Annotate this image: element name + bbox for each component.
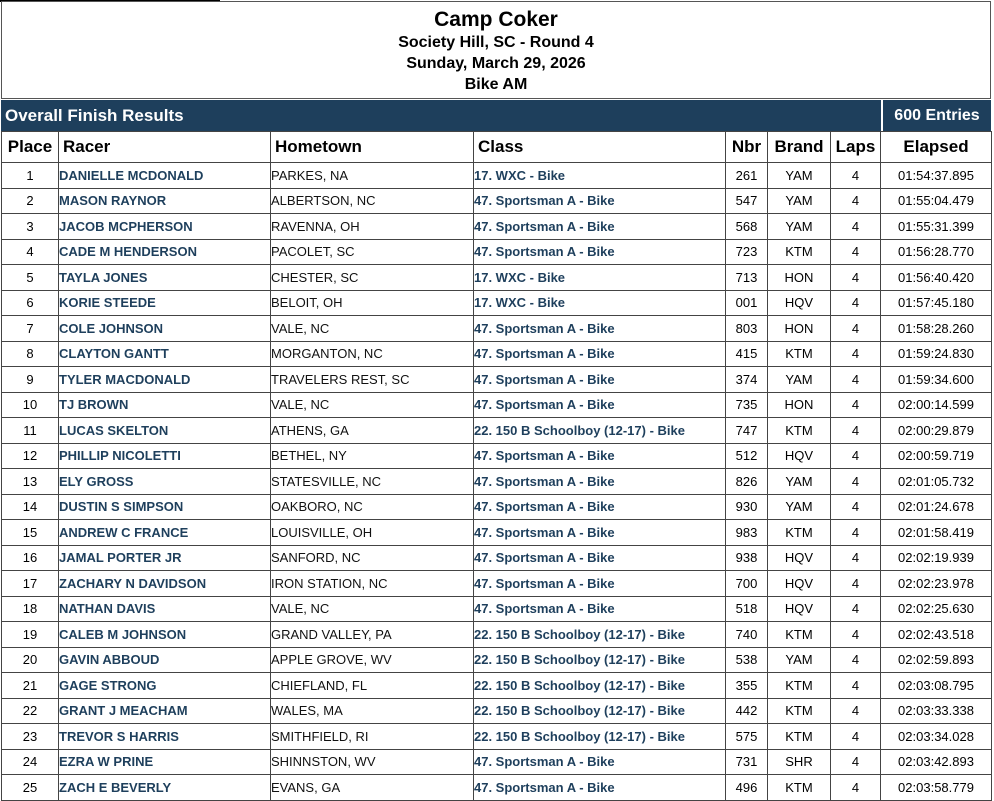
racer-link[interactable]: TAYLA JONES xyxy=(59,265,271,291)
brand-cell: KTM xyxy=(768,724,831,750)
brand-cell: SHR xyxy=(768,749,831,775)
class-link[interactable]: 47. Sportsman A - Bike xyxy=(474,494,726,520)
elapsed-cell: 02:00:14.599 xyxy=(881,392,992,418)
class-link[interactable]: 47. Sportsman A - Bike xyxy=(474,214,726,240)
number-cell: 261 xyxy=(726,163,768,189)
number-cell: 713 xyxy=(726,265,768,291)
laps-cell: 4 xyxy=(831,163,881,189)
table-row xyxy=(2,239,992,265)
table-row xyxy=(2,469,992,495)
racer-link[interactable]: PHILLIP NICOLETTI xyxy=(59,443,271,469)
number-cell: 930 xyxy=(726,494,768,520)
table-row xyxy=(2,571,992,597)
class-link[interactable]: 47. Sportsman A - Bike xyxy=(474,443,726,469)
elapsed-cell: 02:03:34.028 xyxy=(881,724,992,750)
table-row xyxy=(2,341,992,367)
number-cell: 938 xyxy=(726,545,768,571)
laps-cell: 4 xyxy=(831,469,881,495)
laps-cell: 4 xyxy=(831,698,881,724)
table-row xyxy=(2,520,992,546)
place-cell: 11 xyxy=(2,418,59,444)
brand-cell: HQV xyxy=(768,290,831,316)
table-row xyxy=(2,265,992,291)
class-link[interactable]: 17. WXC - Bike xyxy=(474,265,726,291)
header-row xyxy=(2,132,992,163)
elapsed-cell: 02:02:25.630 xyxy=(881,596,992,622)
laps-cell: 4 xyxy=(831,290,881,316)
class-link[interactable]: 22. 150 B Schoolboy (12-17) - Bike xyxy=(474,698,726,724)
laps-cell: 4 xyxy=(831,596,881,622)
event-date: Sunday, March 29, 2026 xyxy=(406,55,586,72)
class-link[interactable]: 47. Sportsman A - Bike xyxy=(474,775,726,801)
racer-link[interactable]: COLE JOHNSON xyxy=(59,316,271,342)
elapsed-cell: 02:00:29.879 xyxy=(881,418,992,444)
racer-link[interactable]: ANDREW C FRANCE xyxy=(59,520,271,546)
class-link[interactable]: 47. Sportsman A - Bike xyxy=(474,545,726,571)
brand-cell: KTM xyxy=(768,622,831,648)
place-cell: 19 xyxy=(2,622,59,648)
racer-link[interactable]: ELY GROSS xyxy=(59,469,271,495)
results-heading: Overall Finish Results xyxy=(5,106,184,125)
number-cell: 735 xyxy=(726,392,768,418)
laps-cell: 4 xyxy=(831,316,881,342)
laps-cell: 4 xyxy=(831,673,881,699)
racer-link[interactable]: LUCAS SKELTON xyxy=(59,418,271,444)
place-cell: 24 xyxy=(2,749,59,775)
place-cell: 21 xyxy=(2,673,59,699)
number-cell: 731 xyxy=(726,749,768,775)
class-link[interactable]: 47. Sportsman A - Bike xyxy=(474,239,726,265)
table-row xyxy=(2,596,992,622)
table-row xyxy=(2,290,992,316)
place-cell: 4 xyxy=(2,239,59,265)
brand-cell: HON xyxy=(768,265,831,291)
class-link[interactable]: 47. Sportsman A - Bike xyxy=(474,316,726,342)
class-link[interactable]: 47. Sportsman A - Bike xyxy=(474,367,726,393)
hometown-cell: RAVENNA, OH xyxy=(271,214,474,240)
hometown-cell: STATESVILLE, NC xyxy=(271,469,474,495)
table-row xyxy=(2,214,992,240)
col-header-hometown: Hometown xyxy=(271,132,474,163)
brand-cell: KTM xyxy=(768,698,831,724)
place-cell: 18 xyxy=(2,596,59,622)
col-header-laps: Laps xyxy=(831,132,881,163)
place-cell: 16 xyxy=(2,545,59,571)
elapsed-cell: 01:54:37.895 xyxy=(881,163,992,189)
place-cell: 23 xyxy=(2,724,59,750)
brand-cell: YAM xyxy=(768,494,831,520)
class-link[interactable]: 47. Sportsman A - Bike xyxy=(474,469,726,495)
racer-link[interactable]: TYLER MACDONALD xyxy=(59,367,271,393)
brand-cell: HON xyxy=(768,316,831,342)
place-cell: 7 xyxy=(2,316,59,342)
hometown-cell: VALE, NC xyxy=(271,596,474,622)
number-cell: 496 xyxy=(726,775,768,801)
number-cell: 547 xyxy=(726,188,768,214)
laps-cell: 4 xyxy=(831,418,881,444)
laps-cell: 4 xyxy=(831,341,881,367)
elapsed-cell: 02:02:59.893 xyxy=(881,647,992,673)
brand-cell: YAM xyxy=(768,163,831,189)
class-link[interactable]: 47. Sportsman A - Bike xyxy=(474,571,726,597)
table-row xyxy=(2,367,992,393)
place-cell: 1 xyxy=(2,163,59,189)
place-cell: 22 xyxy=(2,698,59,724)
racer-link[interactable]: JAMAL PORTER JR xyxy=(59,545,271,571)
class-link[interactable]: 22. 150 B Schoolboy (12-17) - Bike xyxy=(474,724,726,750)
elapsed-cell: 01:58:28.260 xyxy=(881,316,992,342)
place-cell: 8 xyxy=(2,341,59,367)
elapsed-cell: 01:59:34.600 xyxy=(881,367,992,393)
place-cell: 25 xyxy=(2,775,59,801)
place-cell: 15 xyxy=(2,520,59,546)
racer-link[interactable]: CLAYTON GANTT xyxy=(59,341,271,367)
class-link[interactable]: 22. 150 B Schoolboy (12-17) - Bike xyxy=(474,673,726,699)
elapsed-cell: 02:03:58.779 xyxy=(881,775,992,801)
class-link[interactable]: 22. 150 B Schoolboy (12-17) - Bike xyxy=(474,622,726,648)
elapsed-cell: 01:55:04.479 xyxy=(881,188,992,214)
hometown-cell: CHESTER, SC xyxy=(271,265,474,291)
hometown-cell: VALE, NC xyxy=(271,316,474,342)
laps-cell: 4 xyxy=(831,545,881,571)
racer-link[interactable]: MASON RAYNOR xyxy=(59,188,271,214)
entries-count: 600 Entries xyxy=(894,107,980,124)
brand-cell: KTM xyxy=(768,775,831,801)
table-row xyxy=(2,724,992,750)
place-cell: 9 xyxy=(2,367,59,393)
event-header xyxy=(1,1,991,99)
laps-cell: 4 xyxy=(831,622,881,648)
event-title: Camp Coker xyxy=(434,8,558,31)
racer-link[interactable]: CADE M HENDERSON xyxy=(59,239,271,265)
elapsed-cell: 02:03:42.893 xyxy=(881,749,992,775)
place-cell: 14 xyxy=(2,494,59,520)
laps-cell: 4 xyxy=(831,494,881,520)
place-cell: 13 xyxy=(2,469,59,495)
hometown-cell: BELOIT, OH xyxy=(271,290,474,316)
hometown-cell: ATHENS, GA xyxy=(271,418,474,444)
racer-link[interactable]: DUSTIN S SIMPSON xyxy=(59,494,271,520)
table-row xyxy=(2,698,992,724)
laps-cell: 4 xyxy=(831,749,881,775)
laps-cell: 4 xyxy=(831,392,881,418)
place-cell: 3 xyxy=(2,214,59,240)
racer-link[interactable]: GRANT J MEACHAM xyxy=(59,698,271,724)
hometown-cell: EVANS, GA xyxy=(271,775,474,801)
number-cell: 803 xyxy=(726,316,768,342)
table-row xyxy=(2,775,992,801)
results-table xyxy=(1,131,992,801)
place-cell: 17 xyxy=(2,571,59,597)
racer-link[interactable]: ZACH E BEVERLY xyxy=(59,775,271,801)
brand-cell: KTM xyxy=(768,341,831,367)
number-cell: 442 xyxy=(726,698,768,724)
place-cell: 10 xyxy=(2,392,59,418)
elapsed-cell: 02:01:58.419 xyxy=(881,520,992,546)
results-bar xyxy=(1,100,991,131)
number-cell: 700 xyxy=(726,571,768,597)
laps-cell: 4 xyxy=(831,647,881,673)
hometown-cell: APPLE GROVE, WV xyxy=(271,647,474,673)
hometown-cell: OAKBORO, NC xyxy=(271,494,474,520)
racer-link[interactable]: JACOB MCPHERSON xyxy=(59,214,271,240)
table-row xyxy=(2,316,992,342)
brand-cell: YAM xyxy=(768,469,831,495)
hometown-cell: SMITHFIELD, RI xyxy=(271,724,474,750)
hometown-cell: LOUISVILLE, OH xyxy=(271,520,474,546)
hometown-cell: VALE, NC xyxy=(271,392,474,418)
table-row xyxy=(2,418,992,444)
brand-cell: YAM xyxy=(768,214,831,240)
number-cell: 512 xyxy=(726,443,768,469)
number-cell: 747 xyxy=(726,418,768,444)
brand-cell: HQV xyxy=(768,571,831,597)
racer-link[interactable]: TJ BROWN xyxy=(59,392,271,418)
brand-cell: YAM xyxy=(768,647,831,673)
table-row xyxy=(2,545,992,571)
table-row xyxy=(2,494,992,520)
racer-link[interactable]: GAGE STRONG xyxy=(59,673,271,699)
class-link[interactable]: 47. Sportsman A - Bike xyxy=(474,520,726,546)
laps-cell: 4 xyxy=(831,571,881,597)
table-row xyxy=(2,647,992,673)
elapsed-cell: 02:02:23.978 xyxy=(881,571,992,597)
hometown-cell: CHIEFLAND, FL xyxy=(271,673,474,699)
place-cell: 5 xyxy=(2,265,59,291)
brand-cell: HQV xyxy=(768,596,831,622)
laps-cell: 4 xyxy=(831,775,881,801)
hometown-cell: BETHEL, NY xyxy=(271,443,474,469)
number-cell: 983 xyxy=(726,520,768,546)
table-row xyxy=(2,749,992,775)
number-cell: 518 xyxy=(726,596,768,622)
laps-cell: 4 xyxy=(831,239,881,265)
event-session: Bike AM xyxy=(464,76,528,93)
col-header-brand: Brand xyxy=(768,132,831,163)
laps-cell: 4 xyxy=(831,520,881,546)
elapsed-cell: 01:55:31.399 xyxy=(881,214,992,240)
class-link[interactable]: 47. Sportsman A - Bike xyxy=(474,392,726,418)
class-link[interactable]: 47. Sportsman A - Bike xyxy=(474,749,726,775)
hometown-cell: MORGANTON, NC xyxy=(271,341,474,367)
class-link[interactable]: 47. Sportsman A - Bike xyxy=(474,341,726,367)
racer-link[interactable]: EZRA W PRINE xyxy=(59,749,271,775)
racer-link[interactable]: CALEB M JOHNSON xyxy=(59,622,271,648)
elapsed-cell: 02:01:05.732 xyxy=(881,469,992,495)
elapsed-cell: 02:02:43.518 xyxy=(881,622,992,648)
hometown-cell: GRAND VALLEY, PA xyxy=(271,622,474,648)
table-row xyxy=(2,673,992,699)
results-body xyxy=(2,163,992,801)
place-cell: 12 xyxy=(2,443,59,469)
elapsed-cell: 01:56:28.770 xyxy=(881,239,992,265)
racer-link[interactable]: GAVIN ABBOUD xyxy=(59,647,271,673)
elapsed-cell: 02:01:24.678 xyxy=(881,494,992,520)
laps-cell: 4 xyxy=(831,265,881,291)
col-header-class: Class xyxy=(474,132,726,163)
racer-link[interactable]: ZACHARY N DAVIDSON xyxy=(59,571,271,597)
table-row xyxy=(2,622,992,648)
brand-cell: HQV xyxy=(768,443,831,469)
class-link[interactable]: 22. 150 B Schoolboy (12-17) - Bike xyxy=(474,647,726,673)
hometown-cell: WALES, MA xyxy=(271,698,474,724)
racer-link[interactable]: NATHAN DAVIS xyxy=(59,596,271,622)
class-link[interactable]: 17. WXC - Bike xyxy=(474,290,726,316)
number-cell: 538 xyxy=(726,647,768,673)
laps-cell: 4 xyxy=(831,367,881,393)
laps-cell: 4 xyxy=(831,724,881,750)
col-header-racer: Racer xyxy=(59,132,271,163)
number-cell: 826 xyxy=(726,469,768,495)
hometown-cell: ALBERTSON, NC xyxy=(271,188,474,214)
number-cell: 575 xyxy=(726,724,768,750)
brand-cell: HQV xyxy=(768,545,831,571)
brand-cell: KTM xyxy=(768,673,831,699)
brand-cell: KTM xyxy=(768,520,831,546)
brand-cell: YAM xyxy=(768,367,831,393)
elapsed-cell: 01:56:40.420 xyxy=(881,265,992,291)
col-header-elapsed: Elapsed xyxy=(881,132,992,163)
class-link[interactable]: 22. 150 B Schoolboy (12-17) - Bike xyxy=(474,418,726,444)
brand-cell: YAM xyxy=(768,188,831,214)
racer-link[interactable]: TREVOR S HARRIS xyxy=(59,724,271,750)
number-cell: 374 xyxy=(726,367,768,393)
number-cell: 740 xyxy=(726,622,768,648)
class-link[interactable]: 17. WXC - Bike xyxy=(474,163,726,189)
col-header-nbr: Nbr xyxy=(726,132,768,163)
laps-cell: 4 xyxy=(831,443,881,469)
place-cell: 2 xyxy=(2,188,59,214)
racer-link[interactable]: KORIE STEEDE xyxy=(59,290,271,316)
hometown-cell: TRAVELERS REST, SC xyxy=(271,367,474,393)
number-cell: 001 xyxy=(726,290,768,316)
place-cell: 6 xyxy=(2,290,59,316)
number-cell: 415 xyxy=(726,341,768,367)
place-cell: 20 xyxy=(2,647,59,673)
number-cell: 355 xyxy=(726,673,768,699)
laps-cell: 4 xyxy=(831,214,881,240)
brand-cell: HON xyxy=(768,392,831,418)
col-header-place: Place xyxy=(2,132,59,163)
table-row xyxy=(2,188,992,214)
elapsed-cell: 01:59:24.830 xyxy=(881,341,992,367)
class-link[interactable]: 47. Sportsman A - Bike xyxy=(474,596,726,622)
laps-cell: 4 xyxy=(831,188,881,214)
racer-link[interactable]: DANIELLE MCDONALD xyxy=(59,163,271,189)
elapsed-cell: 02:00:59.719 xyxy=(881,443,992,469)
brand-cell: KTM xyxy=(768,239,831,265)
number-cell: 723 xyxy=(726,239,768,265)
hometown-cell: IRON STATION, NC xyxy=(271,571,474,597)
elapsed-cell: 02:02:19.939 xyxy=(881,545,992,571)
class-link[interactable]: 47. Sportsman A - Bike xyxy=(474,188,726,214)
table-row xyxy=(2,443,992,469)
brand-cell: KTM xyxy=(768,418,831,444)
event-location: Society Hill, SC - Round 4 xyxy=(398,34,594,51)
number-cell: 568 xyxy=(726,214,768,240)
hometown-cell: SANFORD, NC xyxy=(271,545,474,571)
elapsed-cell: 01:57:45.180 xyxy=(881,290,992,316)
hometown-cell: SHINNSTON, WV xyxy=(271,749,474,775)
hometown-cell: PARKES, NA xyxy=(271,163,474,189)
table-row xyxy=(2,163,992,189)
table-row xyxy=(2,392,992,418)
elapsed-cell: 02:03:08.795 xyxy=(881,673,992,699)
elapsed-cell: 02:03:33.338 xyxy=(881,698,992,724)
hometown-cell: PACOLET, SC xyxy=(271,239,474,265)
